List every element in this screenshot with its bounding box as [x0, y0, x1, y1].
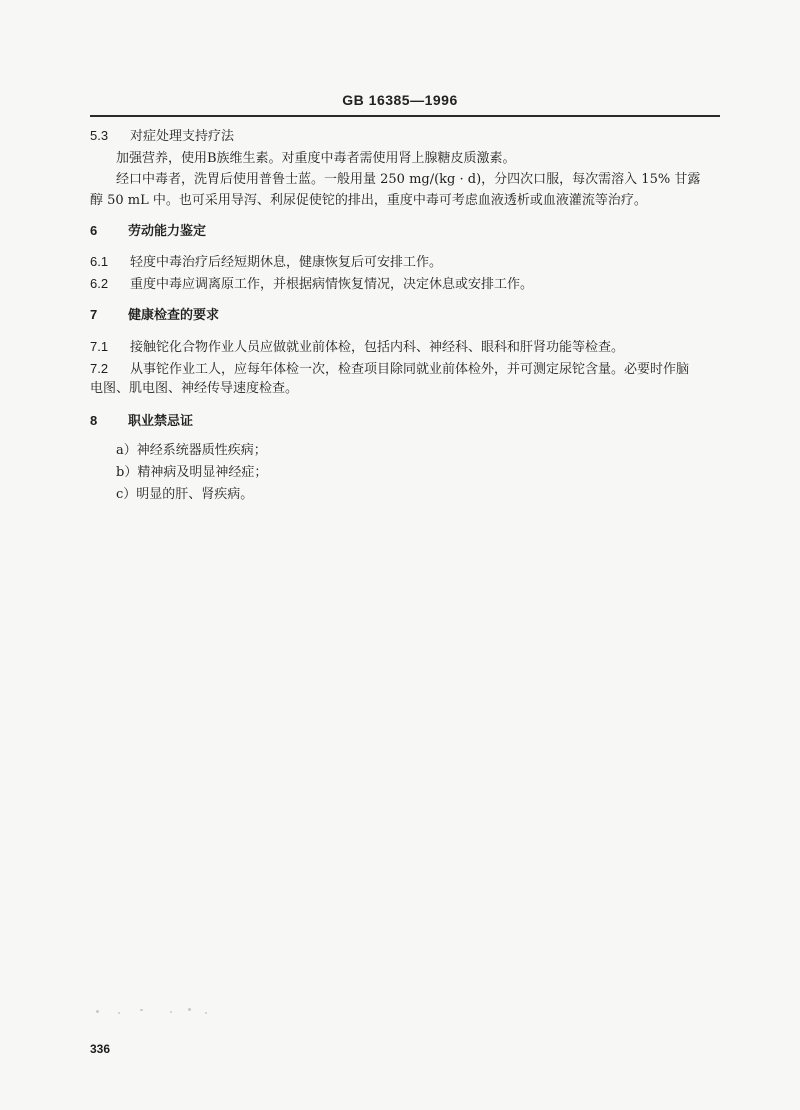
scan-speck — [96, 1010, 99, 1013]
section-6-title: 劳动能力鉴定 — [128, 224, 207, 239]
section-5-3-number: 5.3 — [90, 128, 109, 143]
scan-speck — [140, 1009, 143, 1011]
scan-speck — [170, 1011, 172, 1013]
section-5-3-paragraph-2-line-1: 经口中毒者，洗胃后使用普鲁士蓝。一般用量 250 mg/(kg · d)，分四次口服，每次需溶入 15% 甘露 — [116, 172, 701, 187]
section-7-number: 7 — [90, 307, 98, 322]
section-8-item-a: a）神经系统器质性疾病； — [116, 443, 267, 458]
section-7-1-item — [90, 338, 624, 357]
section-7-heading — [90, 306, 219, 325]
section-6-2-item — [90, 275, 533, 294]
section-8-number: 8 — [90, 413, 98, 428]
section-7-2-text-line-2: 电图、肌电图、神经传导速度检查。 — [90, 381, 299, 396]
section-8-item-c: c）明显的肝、肾疾病。 — [116, 487, 254, 502]
section-7-2-item — [90, 360, 689, 379]
section-6-heading — [90, 222, 206, 241]
section-5-3-paragraph-1: 加强营养，使用B族维生素。对重度中毒者需使用肾上腺糖皮质激素。 — [116, 151, 516, 166]
section-5-3-title: 对症处理支持疗法 — [130, 129, 235, 144]
section-5-3-paragraph-2-line-2: 醇 50 mL 中。也可采用导泻、利尿促使铊的排出，重度中毒可考虑血液透析或血液灌流等治疗。 — [90, 193, 647, 208]
scan-speck — [188, 1008, 191, 1011]
section-7-2-text-line-1: 从事铊作业工人，应每年体检一次，检查项目除同就业前体检外，并可测定尿铊含量。必要时作脑 — [130, 362, 690, 377]
section-6-number: 6 — [90, 223, 98, 238]
section-6-1-text: 轻度中毒治疗后经短期休息，健康恢复后可安排工作。 — [130, 255, 443, 270]
scan-speck — [118, 1012, 120, 1014]
header-rule — [90, 115, 720, 117]
section-7-1-number: 7.1 — [90, 339, 109, 354]
section-8-heading — [90, 412, 193, 431]
section-5-3-heading — [90, 127, 234, 146]
scan-speck — [205, 1012, 207, 1014]
section-7-2-number: 7.2 — [90, 361, 109, 376]
section-7-1-text: 接触铊化合物作业人员应做就业前体检，包括内科、神经科、眼科和肝肾功能等检查。 — [130, 340, 625, 355]
section-8-item-b: b）精神病及明显神经症； — [116, 465, 268, 480]
section-8-title: 职业禁忌证 — [128, 414, 194, 429]
section-6-2-text: 重度中毒应调离原工作，并根据病情恢复情况，决定休息或安排工作。 — [130, 277, 534, 292]
page-number: 336 — [90, 1042, 111, 1056]
standard-code-header: GB 16385—1996 — [342, 92, 458, 108]
section-6-1-item — [90, 253, 442, 272]
section-7-title: 健康检查的要求 — [128, 308, 220, 323]
section-6-2-number: 6.2 — [90, 276, 109, 291]
section-6-1-number: 6.1 — [90, 254, 109, 269]
